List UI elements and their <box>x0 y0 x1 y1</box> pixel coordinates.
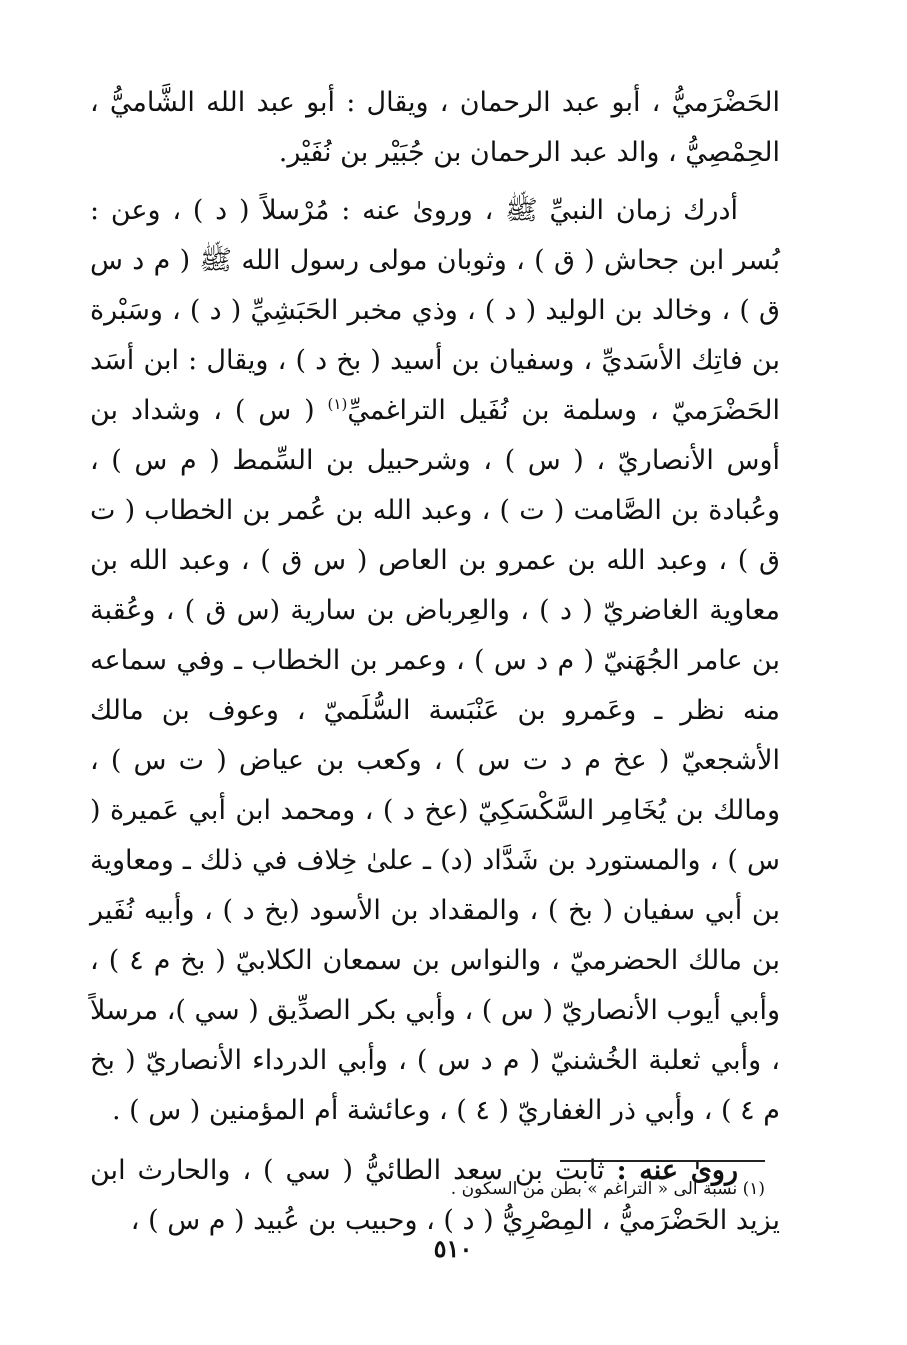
intro-paragraph: الحَضْرَميُّ ، أبو عبد الرحمان ، ويقال : أبو عبد الله الشَّاميُّ ، الحِمْصِيُّ ، والد عبد الرحمان بن جُبَيْر بن نُفَيْر. <box>90 87 780 168</box>
footnote-reference[interactable]: (١) <box>327 395 348 413</box>
document-body <box>90 78 780 1246</box>
teachers-paragraph <box>90 186 780 1136</box>
teachers-text-part1: أدرك زمان النبيِّ ﷺ ، وروىٰ عنه : مُرْسلاً ( د ) ، وعن : بُسر ابن جحاش ( ق ) ، وثوبان مولى رسول الله ﷺ ( م د س ق ) ، وخالد بن الوليد ( د ) ، وذي مخبر الحَبَشِيِّ ( د ) ، وسَبْرة بن فاتِك الأسَديِّ ، وسفيان بن أسيد ( بخ د ) ، ويقال : ابن أسَد الحَضْرَميّ ، وسلمة بن نُفَيل التراغميِّ <box>90 195 780 426</box>
teachers-text-part2: ( س ) ، وشداد بن أوس الأنصاريّ ، ( س ) ، وشرحبيل بن السِّمط ( م س ) ، وعُبادة بن الصَّامت ( ت ) ، وعبد الله بن عُمر بن الخطاب ( ت ق ) ، وعبد الله بن عمرو بن العاص ( س ق ) ، وعبد الله بن معاوية الغاضريّ ( د ) ، والعِرباض بن سارية (س ق ) ، وعُقبة بن عامر الجُهَنيّ ( م د س ) ، وعمر بن الخطاب ـ وفي سماعه منه نظر ـ وعَمرو بن عَنْبَسة السُّلَميّ ، وعوف بن مالك الأشجعيّ ( عخ م د ت س ) ، وكعب بن عياض ( ت س ) ، ومالك بن يُخَامِر السَّكْسَكِيّ (عخ د ) ، ومحمد ابن أبي عَميرة ( س ) ، والمستورد بن شَدَّاد (د) ـ علىٰ خِلاف في ذلك ـ ومعاوية بن أبي سفيان ( بخ ) ، والمقداد بن الأسود (بخ د ) ، وأبيه نُفَير بن مالك الحضرميّ ، والنواس بن سمعان الكلابيّ ( بخ م ٤ ) ، وأبي أيوب الأنصاريّ ( س ) ، وأبي بكر الصدِّيق ( سي )، مرسلاً ، وأبي ثعلبة الخُشنيّ ( م د س ) ، وأبي الدرداء الأنصاريّ ( بخ م ٤ ) ، وأبي ذر الغفاريّ ( ٤ ) ، وعائشة أم المؤمنين ( س ) . <box>90 395 780 1126</box>
footnote-divider <box>560 1160 765 1162</box>
footnote: (١) نسبة الى « التراغم » بطن من السكون . <box>450 1179 765 1199</box>
narrators-text: ثابت بن سعد الطائيُّ ( سي ) ، والحارث ابن يزيد الحَضْرَميُّ ، المِصْرِيُّ ( د ) ، وحبيب بن عُبيد ( م س ) ، <box>90 1155 780 1236</box>
page-number: ٥١٠ <box>433 1234 473 1263</box>
narrators-label: روىٰ عنه : <box>616 1155 738 1186</box>
